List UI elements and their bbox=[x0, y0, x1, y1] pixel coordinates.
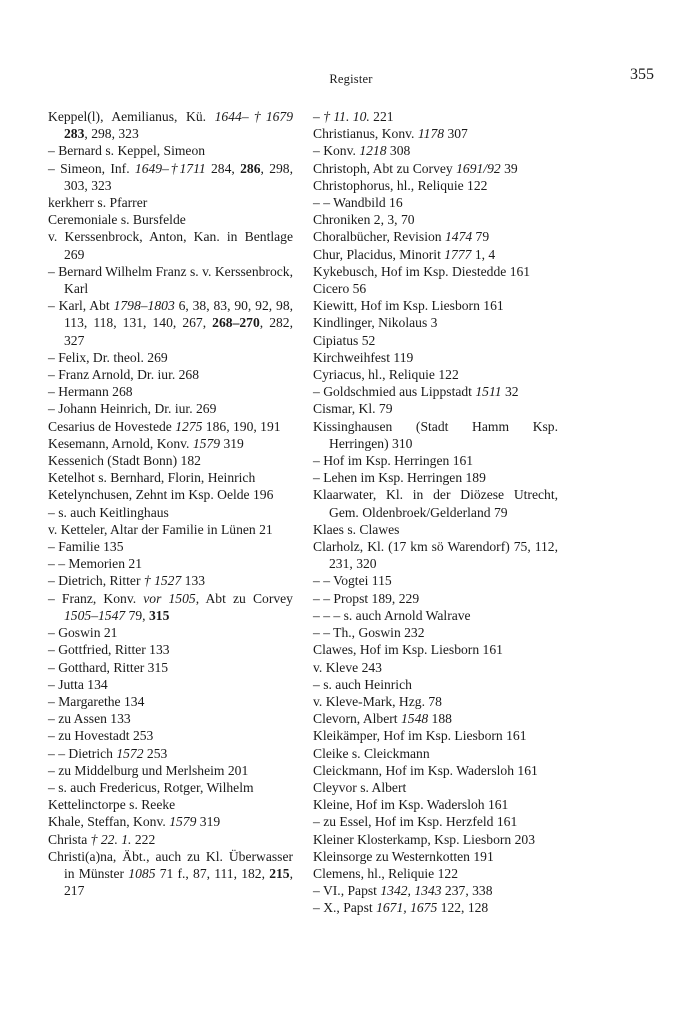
index-entry: – Familie 135 bbox=[48, 539, 124, 555]
index-entry: – Karl, Abt 1798–1803 6, 38, 83, 90, 92, 98, 113, 118, 131, 140, 267, 268–270, 282, 327 bbox=[48, 298, 294, 348]
index-entry: – X., Papst 1671, 1675 122, 128 bbox=[313, 900, 489, 916]
index-entry: – Felix, Dr. theol. 269 bbox=[48, 349, 168, 365]
index-entry: Christoph, Abt zu Corvey 1691/92 39 bbox=[313, 160, 518, 176]
index-entry: – s. auch Fredericus, Rotger, Wilhelm bbox=[48, 779, 254, 795]
index-entry: Clawes, Hof im Ksp. Liesborn 161 bbox=[313, 642, 503, 658]
index-entry: Chroniken 2, 3, 70 bbox=[313, 212, 415, 228]
index-entry: Cismar, Kl. 79 bbox=[313, 401, 393, 417]
index-entry: Cicero 56 bbox=[313, 281, 367, 297]
index-entry: – s. auch Heinrich bbox=[313, 676, 412, 692]
index-entry: – – Dietrich 1572 253 bbox=[48, 745, 168, 761]
index-entry: Kleiner Klosterkamp, Ksp. Liesborn 203 bbox=[313, 831, 535, 847]
index-entry: – Margarethe 134 bbox=[48, 693, 145, 709]
index-entry: – Gotthard, Ritter 315 bbox=[48, 659, 169, 675]
index-entry: Cyriacus, hl., Reliquie 122 bbox=[313, 367, 459, 383]
index-entry: Cleyvor s. Albert bbox=[313, 779, 407, 795]
index-entry: Klaarwater, Kl. in der Diözese Utrecht, Gem. Oldenbroek/Gelderland 79 bbox=[313, 487, 558, 520]
index-entry: – zu Middelburg und Merlsheim 201 bbox=[48, 762, 249, 778]
index-entry: – Franz, Konv. vor 1505, Abt zu Corvey 1505–1547 79, 315 bbox=[48, 590, 293, 623]
index-entry: Christi(a)na, Äbt., auch zu Kl. Überwasser in Münster 1085 71 f., 87, 111, 182, 215, 217 bbox=[48, 848, 293, 899]
index-entry: Kleikämper, Hof im Ksp. Liesborn 161 bbox=[313, 728, 527, 744]
index-entry: Kirchweihfest 119 bbox=[313, 349, 414, 365]
index-entry: Kessenich (Stadt Bonn) 182 bbox=[48, 453, 201, 469]
running-title: Register bbox=[329, 72, 373, 86]
index-entry: Cipiatus 52 bbox=[313, 332, 376, 348]
index-entry: – Bernard s. Keppel, Simeon bbox=[48, 143, 206, 159]
index-entry: Ketelhot s. Bernhard, Florin, Heinrich bbox=[48, 470, 256, 486]
index-entry: Choralbücher, Revision 1474 79 bbox=[313, 229, 490, 245]
index-entry: Keppel(l), Aemilianus, Kü. 1644–†1679 283, 298, 323 bbox=[48, 109, 293, 142]
index-entry: v. Kleve-Mark, Hzg. 78 bbox=[313, 693, 442, 709]
index-entry: v. Kerssenbrock, Anton, Kan. in Bentlage 269 bbox=[48, 229, 293, 262]
index-entry: Christianus, Konv. 1178 307 bbox=[313, 126, 468, 142]
index-entry: – – Wandbild 16 bbox=[313, 195, 403, 211]
index-entry: v. Kleve 243 bbox=[313, 659, 382, 675]
index-entry: Khale, Steffan, Konv. 1579 319 bbox=[48, 814, 221, 830]
index-entry: – – Vogtei 115 bbox=[313, 573, 392, 589]
index-entry: – Konv. 1218 308 bbox=[313, 143, 411, 159]
index-entry: – Franz Arnold, Dr. iur. 268 bbox=[48, 367, 200, 383]
index-entry: Kissinghausen (Stadt Hamm Ksp. Herringen) 310 bbox=[313, 418, 558, 451]
index-entry: Clemens, hl., Reliquie 122 bbox=[313, 865, 458, 881]
index-entry: Christa † 22. 1. 222 bbox=[48, 831, 156, 847]
index-entry: – Simeon, Inf. 1649–†1711 284, 286, 298, 303, 323 bbox=[48, 160, 293, 193]
index-entry: – zu Hovestadt 253 bbox=[48, 728, 154, 744]
index-entry: Clarholz, Kl. (17 km sö Warendorf) 75, 112, 231, 320 bbox=[313, 539, 558, 572]
index-entry: Cleickmann, Hof im Ksp. Wadersloh 161 bbox=[313, 762, 538, 778]
index-entry: Chur, Placidus, Minorit 1777 1, 4 bbox=[313, 246, 496, 262]
page-header bbox=[48, 66, 654, 90]
index-entry: – Gottfried, Ritter 133 bbox=[48, 642, 170, 658]
index-entry: Kykebusch, Hof im Ksp. Diestedde 161 bbox=[313, 263, 531, 279]
index-entry: Kindlinger, Nikolaus 3 bbox=[313, 315, 438, 331]
index-entry: – Jutta 134 bbox=[48, 676, 108, 692]
index-column-left bbox=[48, 108, 293, 899]
index-entry: – Johann Heinrich, Dr. iur. 269 bbox=[48, 401, 217, 417]
index-entry: Kiewitt, Hof im Ksp. Liesborn 161 bbox=[313, 298, 504, 314]
index-entry: – VI., Papst 1342, 1343 237, 338 bbox=[313, 883, 493, 899]
index-entry: v. Ketteler, Altar der Familie in Lünen 21 bbox=[48, 521, 273, 537]
index-entry: – Lehen im Ksp. Herringen 189 bbox=[313, 470, 486, 486]
page-number: 355 bbox=[630, 66, 654, 83]
index-entry: Kleine, Hof im Ksp. Wadersloh 161 bbox=[313, 797, 509, 813]
index-entry: – – Th., Goswin 232 bbox=[313, 625, 425, 641]
index-entry: Ceremoniale s. Bursfelde bbox=[48, 212, 186, 228]
index-column-right bbox=[313, 108, 558, 917]
index-entry: Kleinsorge zu Westernkotten 191 bbox=[313, 848, 494, 864]
index-entry: – – – s. auch Arnold Walrave bbox=[313, 607, 471, 623]
index-entry: Klaes s. Clawes bbox=[313, 521, 400, 537]
index-entry: Christophorus, hl., Reliquie 122 bbox=[313, 177, 488, 193]
index-entry: – Dietrich, Ritter † 1527 133 bbox=[48, 573, 206, 589]
index-entry: – Goswin 21 bbox=[48, 625, 118, 641]
index-entry: Kesemann, Arnold, Konv. 1579 319 bbox=[48, 435, 244, 451]
index-entry: – Hof im Ksp. Herringen 161 bbox=[313, 453, 474, 469]
index-entry: – zu Essel, Hof im Ksp. Herzfeld 161 bbox=[313, 814, 518, 830]
index-entry: – – Memorien 21 bbox=[48, 556, 143, 572]
index-entry: – – Propst 189, 229 bbox=[313, 590, 420, 606]
index-entry: Cesarius de Hovestede 1275 186, 190, 191 bbox=[48, 418, 281, 434]
index-entry: – Goldschmied aus Lippstadt 1511 32 bbox=[313, 384, 519, 400]
index-entry: – Bernard Wilhelm Franz s. v. Kerssenbrock, Karl bbox=[48, 263, 293, 297]
index-entry: Cleike s. Cleickmann bbox=[313, 745, 430, 761]
index-entry: Kettelinctorpe s. Reeke bbox=[48, 797, 176, 813]
index-entry: Clevorn, Albert 1548 188 bbox=[313, 711, 452, 727]
index-entry: – Hermann 268 bbox=[48, 384, 133, 400]
index-entry: kerkherr s. Pfarrer bbox=[48, 195, 148, 211]
index-entry: Ketelynchusen, Zehnt im Ksp. Oelde 196 bbox=[48, 487, 274, 503]
index-entry: – zu Assen 133 bbox=[48, 711, 131, 727]
index-entry: – s. auch Keitlinghaus bbox=[48, 504, 169, 520]
index-entry: – † 11. 10. 221 bbox=[313, 109, 394, 124]
